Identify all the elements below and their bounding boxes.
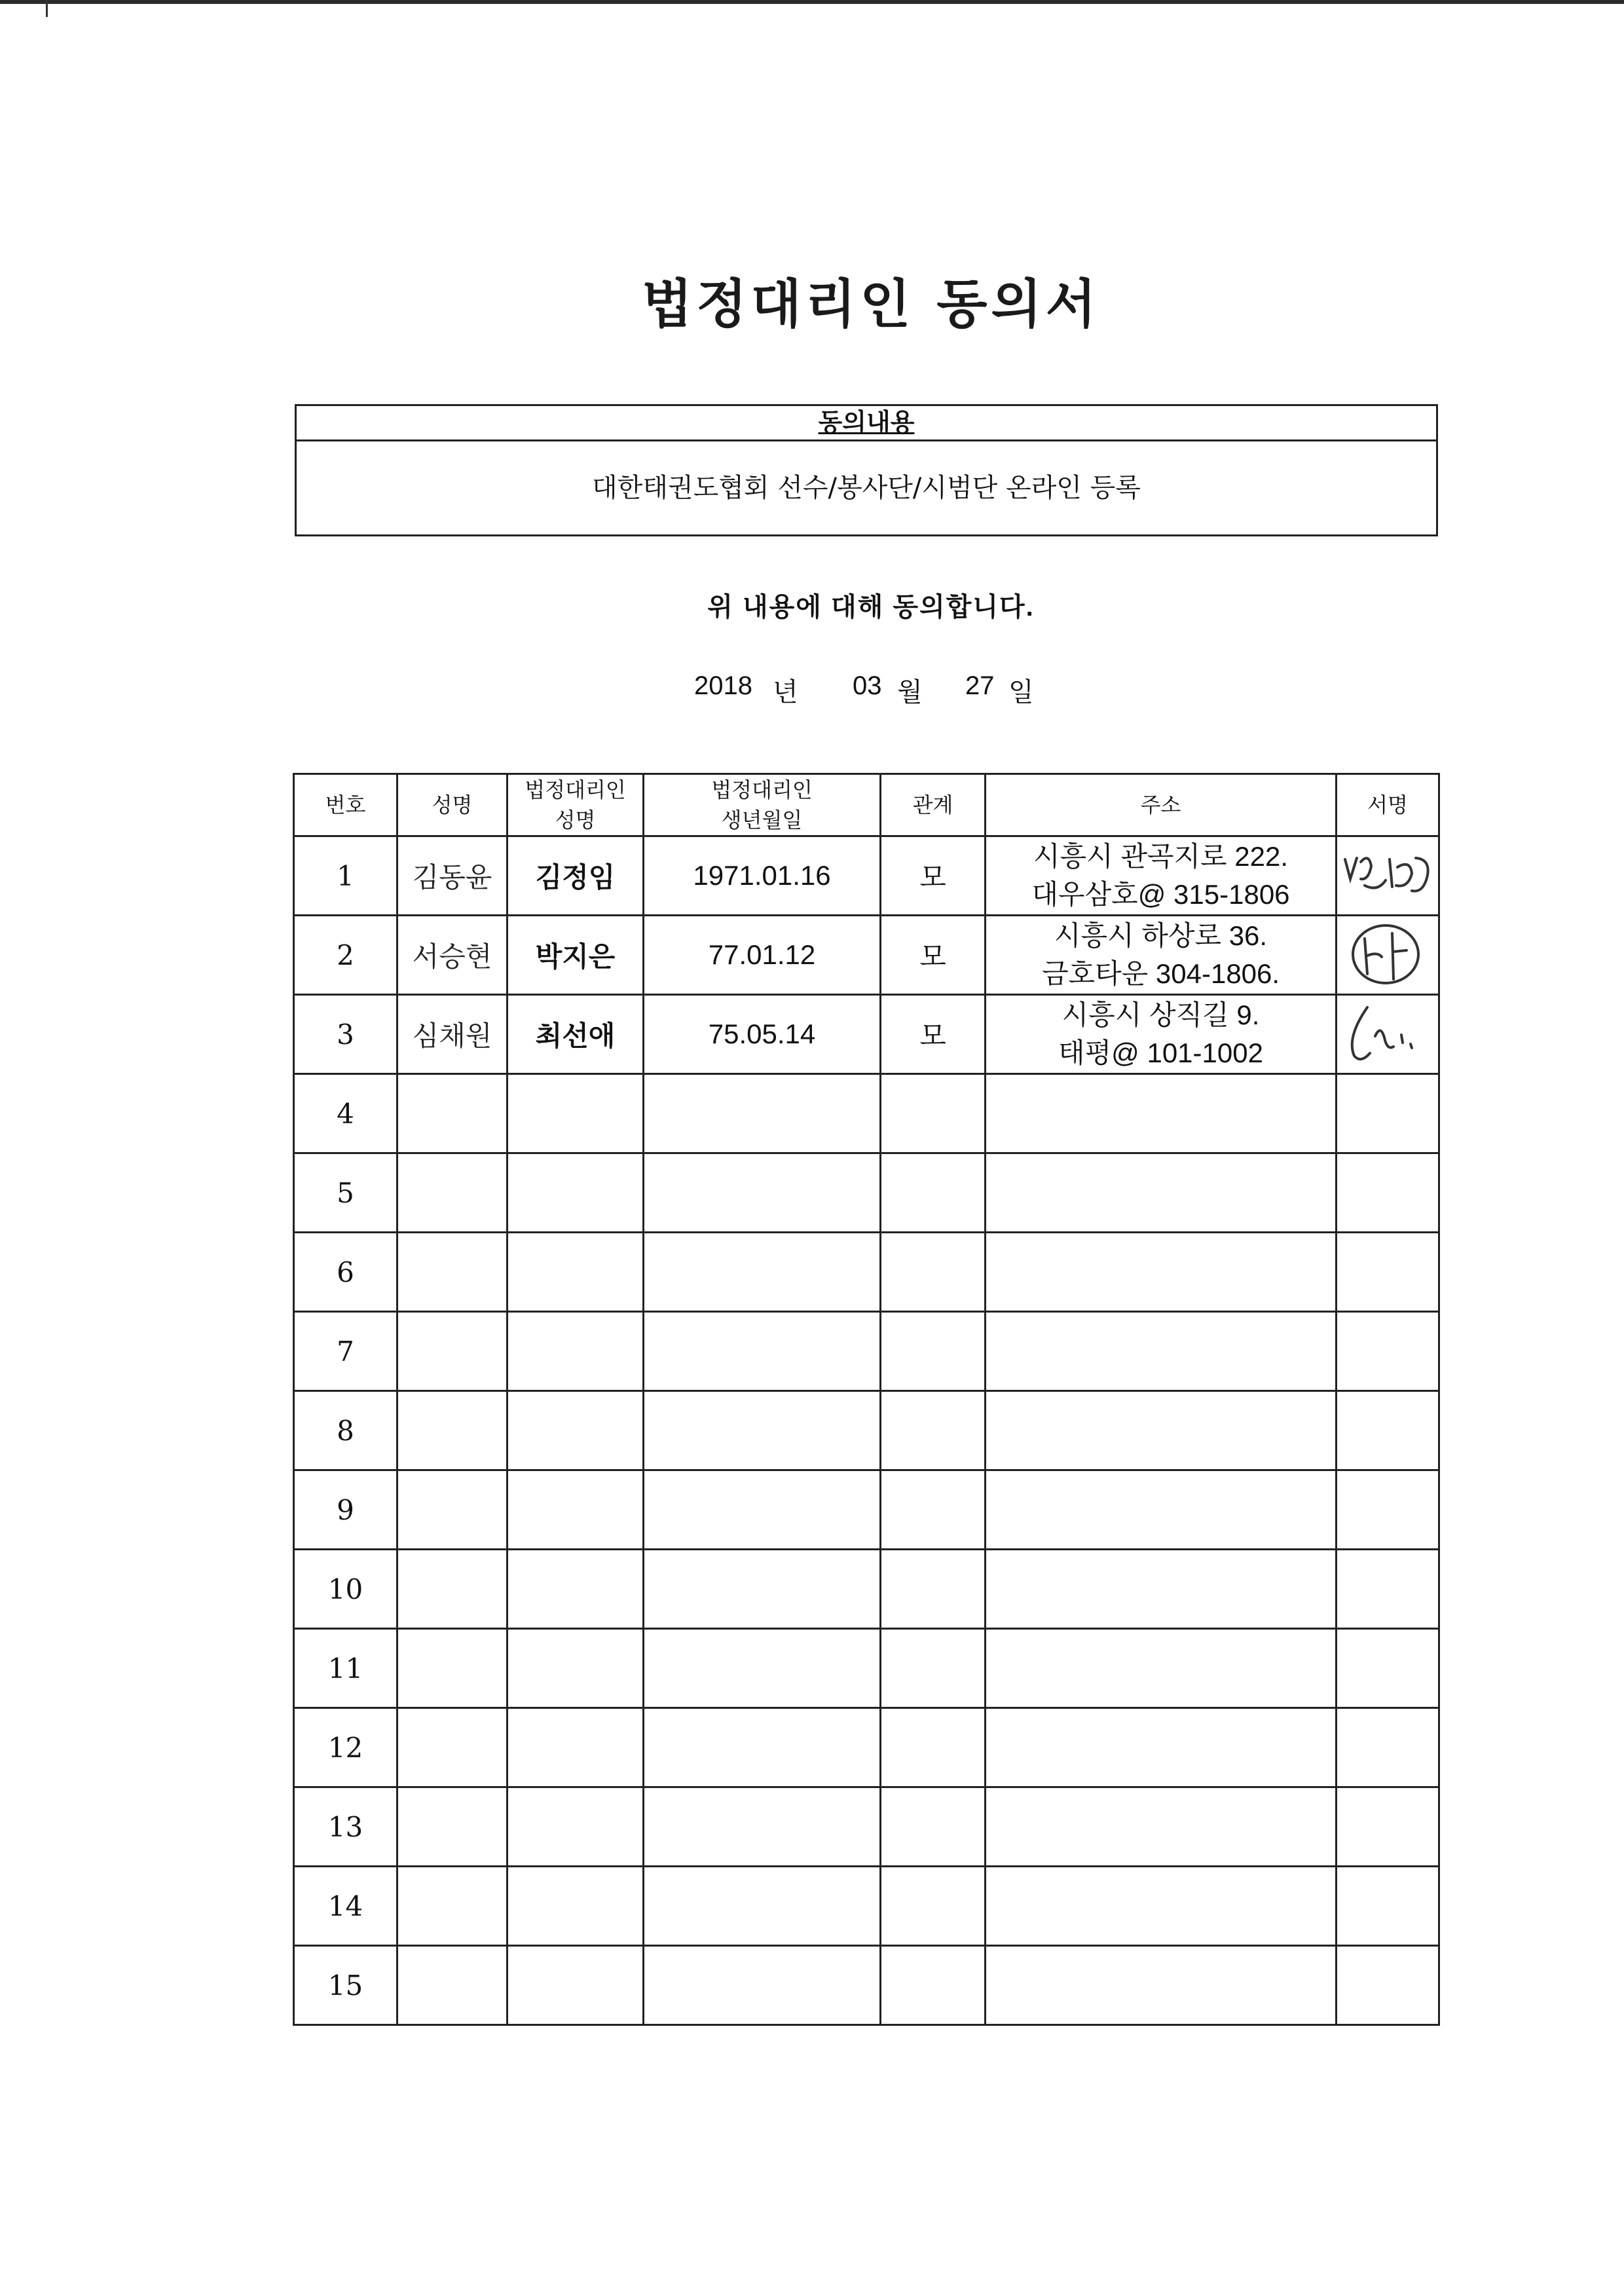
participant-name (397, 1153, 507, 1233)
participant-name (397, 1470, 507, 1550)
signature (1337, 1153, 1439, 1233)
date-month-unit: 월 (897, 678, 923, 707)
address (986, 1153, 1337, 1233)
guardian-name: 최선애 (507, 995, 644, 1074)
signature (1337, 995, 1439, 1074)
participant-name (397, 1787, 507, 1867)
signature (1337, 1787, 1439, 1867)
row-number: 6 (294, 1233, 397, 1312)
signature-handwritten-icon (1338, 840, 1437, 912)
address (986, 1787, 1337, 1867)
signature (1337, 836, 1439, 916)
table-row (294, 1787, 1439, 1867)
row-number: 2 (294, 916, 397, 995)
relation (881, 1946, 986, 2025)
signature-scribble-icon (1338, 998, 1437, 1070)
guardian-name (507, 1708, 644, 1787)
relation (881, 1787, 986, 1867)
address-line1: 시흥시 상직길 9. (1061, 999, 1260, 1030)
row-number: 12 (294, 1708, 397, 1787)
row-number: 10 (294, 1550, 397, 1629)
relation (881, 1233, 986, 1312)
guardian-name (507, 1629, 644, 1708)
address (986, 1233, 1337, 1312)
guardian-name (507, 1867, 644, 1946)
table-row (294, 1153, 1439, 1233)
consent-content: 대한태권도협회 선수/봉사단/시범단 온라인 등록 (592, 473, 1141, 503)
guardian-birth-date: 75.05.14 (644, 995, 881, 1074)
header-no: 번호 (294, 774, 397, 836)
address (986, 836, 1337, 916)
signature-seal-icon (1338, 919, 1437, 991)
signature (1337, 1708, 1439, 1787)
row-number: 7 (294, 1312, 397, 1391)
scan-edge-mark (46, 0, 48, 17)
row-number: 5 (294, 1153, 397, 1233)
participant-name: 서승현 (397, 916, 507, 995)
consent-heading-label: 동의내용 (818, 408, 915, 437)
header-address: 주소 (986, 774, 1337, 836)
relation (881, 1312, 986, 1391)
relation (881, 1550, 986, 1629)
participant-name (397, 1946, 507, 2025)
relation (881, 1074, 986, 1153)
guardian-name (507, 1074, 644, 1153)
agreement-statement: 위 내용에 대해 동의합니다. (707, 593, 1035, 622)
guardian-name (507, 1153, 644, 1233)
signature (1337, 1074, 1439, 1153)
guardian-name (507, 1312, 644, 1391)
guardian-name (507, 1946, 644, 2025)
guardian-birth-date (644, 1787, 881, 1867)
guardian-birth-date (644, 1550, 881, 1629)
participant-name: 김동윤 (397, 836, 507, 916)
relation: 모 (881, 995, 986, 1074)
address (986, 1550, 1337, 1629)
signature (1337, 1629, 1439, 1708)
table-row (294, 1708, 1439, 1787)
signature (1337, 1233, 1439, 1312)
consent-heading (297, 406, 1436, 441)
signature (1337, 1946, 1439, 2025)
relation: 모 (881, 836, 986, 916)
address-line1: 시흥시 하상로 36. (1054, 920, 1268, 951)
address (986, 1312, 1337, 1391)
participant-name (397, 1629, 507, 1708)
participant-name: 심채원 (397, 995, 507, 1074)
guardian-birth-date (644, 1708, 881, 1787)
participant-name (397, 1708, 507, 1787)
signature (1337, 1867, 1439, 1946)
header-guardian-birth-line2: 생년월일 (721, 808, 803, 832)
guardian-birth-date: 1971.01.16 (644, 836, 881, 916)
header-guardian-birth (644, 774, 881, 836)
signature (1337, 1391, 1439, 1470)
table-row (294, 1867, 1439, 1946)
table-row (294, 1550, 1439, 1629)
guardian-table (293, 773, 1440, 2026)
header-guardian-name-line1: 법정대리인 (525, 777, 626, 802)
participant-name (397, 1550, 507, 1629)
guardian-name (507, 1787, 644, 1867)
row-number: 14 (294, 1867, 397, 1946)
consent-content-box (295, 404, 1438, 536)
date-year-unit: 년 (773, 678, 798, 707)
participant-name (397, 1074, 507, 1153)
address-line2: 대우삼호@ 315-1806 (1031, 879, 1290, 910)
guardian-name: 박지은 (507, 916, 644, 995)
address (986, 995, 1337, 1074)
address-line1: 시흥시 관곡지로 222. (1033, 841, 1289, 872)
address (986, 1391, 1337, 1470)
row-number: 9 (294, 1470, 397, 1550)
address (986, 1470, 1337, 1550)
guardian-birth-date: 77.01.12 (644, 916, 881, 995)
header-relation: 관계 (881, 774, 986, 836)
header-guardian-name-line2: 성명 (555, 808, 596, 832)
row-number: 1 (294, 836, 397, 916)
signature (1337, 916, 1439, 995)
relation (881, 1470, 986, 1550)
row-number: 11 (294, 1629, 397, 1708)
table-row (294, 1233, 1439, 1312)
address (986, 1867, 1337, 1946)
relation (881, 1708, 986, 1787)
row-number: 3 (294, 995, 397, 1074)
guardian-birth-date (644, 1312, 881, 1391)
guardian-birth-date (644, 1470, 881, 1550)
guardian-birth-date (644, 1391, 881, 1470)
document-title: 법정대리인 동의서 (641, 274, 1101, 335)
signature (1337, 1312, 1439, 1391)
row-number: 4 (294, 1074, 397, 1153)
table-row (294, 1946, 1439, 2025)
relation (881, 1153, 986, 1233)
scan-top-edge (0, 0, 1624, 4)
row-number: 8 (294, 1391, 397, 1470)
header-signature: 서명 (1337, 774, 1439, 836)
table-row (294, 1629, 1439, 1708)
signature (1337, 1550, 1439, 1629)
table-row (294, 1391, 1439, 1470)
header-guardian-name (507, 774, 644, 836)
table-row (294, 836, 1439, 916)
table-row (294, 1074, 1439, 1153)
relation (881, 1867, 986, 1946)
address (986, 1708, 1337, 1787)
date-year: 2018 (694, 671, 752, 700)
row-number: 15 (294, 1946, 397, 2025)
date-month: 03 (853, 671, 882, 700)
header-name: 성명 (397, 774, 507, 836)
guardian-name: 김정임 (507, 836, 644, 916)
address (986, 1629, 1337, 1708)
table-header-row (294, 774, 1439, 836)
table-row (294, 1470, 1439, 1550)
date-day-unit: 일 (1008, 678, 1034, 707)
address (986, 1946, 1337, 2025)
participant-name (397, 1312, 507, 1391)
guardian-name (507, 1233, 644, 1312)
guardian-birth-date (644, 1946, 881, 2025)
guardian-name (507, 1391, 644, 1470)
table-row (294, 1312, 1439, 1391)
participant-name (397, 1391, 507, 1470)
row-number: 13 (294, 1787, 397, 1867)
address-line2: 태평@ 101-1002 (1058, 1037, 1263, 1068)
address (986, 1074, 1337, 1153)
participant-name (397, 1867, 507, 1946)
date-day: 27 (965, 671, 995, 700)
relation: 모 (881, 916, 986, 995)
table-row (294, 995, 1439, 1074)
relation (881, 1629, 986, 1708)
guardian-birth-date (644, 1867, 881, 1946)
guardian-birth-date (644, 1233, 881, 1312)
signature (1337, 1470, 1439, 1550)
address (986, 916, 1337, 995)
participant-name (397, 1233, 507, 1312)
guardian-birth-date (644, 1153, 881, 1233)
guardian-name (507, 1550, 644, 1629)
header-guardian-birth-line1: 법정대리인 (711, 777, 813, 802)
table-row (294, 916, 1439, 995)
guardian-birth-date (644, 1074, 881, 1153)
relation (881, 1391, 986, 1470)
address-line2: 금호타운 304-1806. (1041, 958, 1280, 989)
guardian-name (507, 1470, 644, 1550)
guardian-birth-date (644, 1629, 881, 1708)
